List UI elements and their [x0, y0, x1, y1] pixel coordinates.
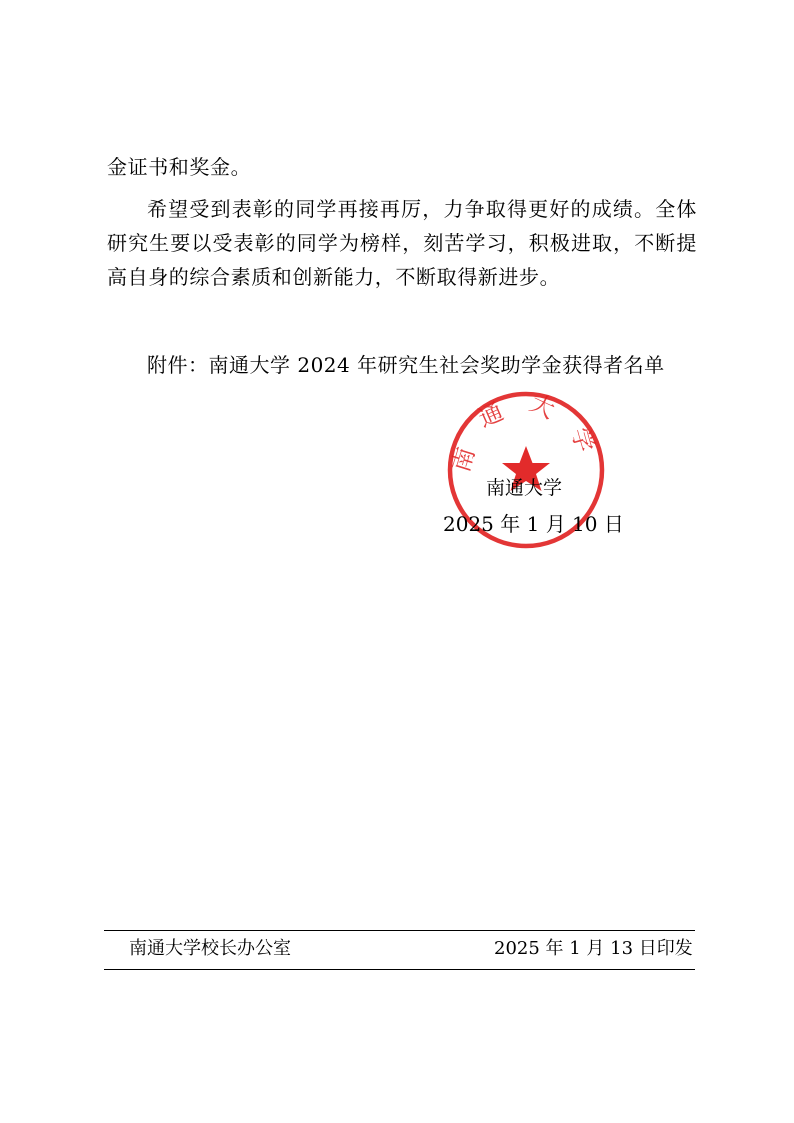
footer-issue-date: 2025 年 1 月 13 日印发 [494, 938, 693, 959]
body-text [107, 150, 697, 294]
footer-bottom-rule [104, 969, 695, 970]
footer-office: 南通大学校长办公室 [129, 938, 291, 959]
signer-name: 南通大学 [486, 477, 563, 499]
attachment-line: 附件：南通大学 2024 年研究生社会奖助学金获得者名单 [147, 353, 665, 377]
paragraph-continuation: 金证书和奖金。 [107, 155, 252, 179]
seal-ring-text: 南通大学 [446, 390, 606, 477]
signature-date: 2025 年 1 月 10 日 [443, 512, 624, 536]
footer-top-rule [104, 930, 695, 931]
paragraph-encouragement: 希望受到表彰的同学再接再厉，力争取得更好的成绩。全体研究生要以受表彰的同学为榜样，刻苦学习，积极进取，不断提高自身的综合素质和创新能力，不断取得新进步。 [107, 197, 697, 289]
